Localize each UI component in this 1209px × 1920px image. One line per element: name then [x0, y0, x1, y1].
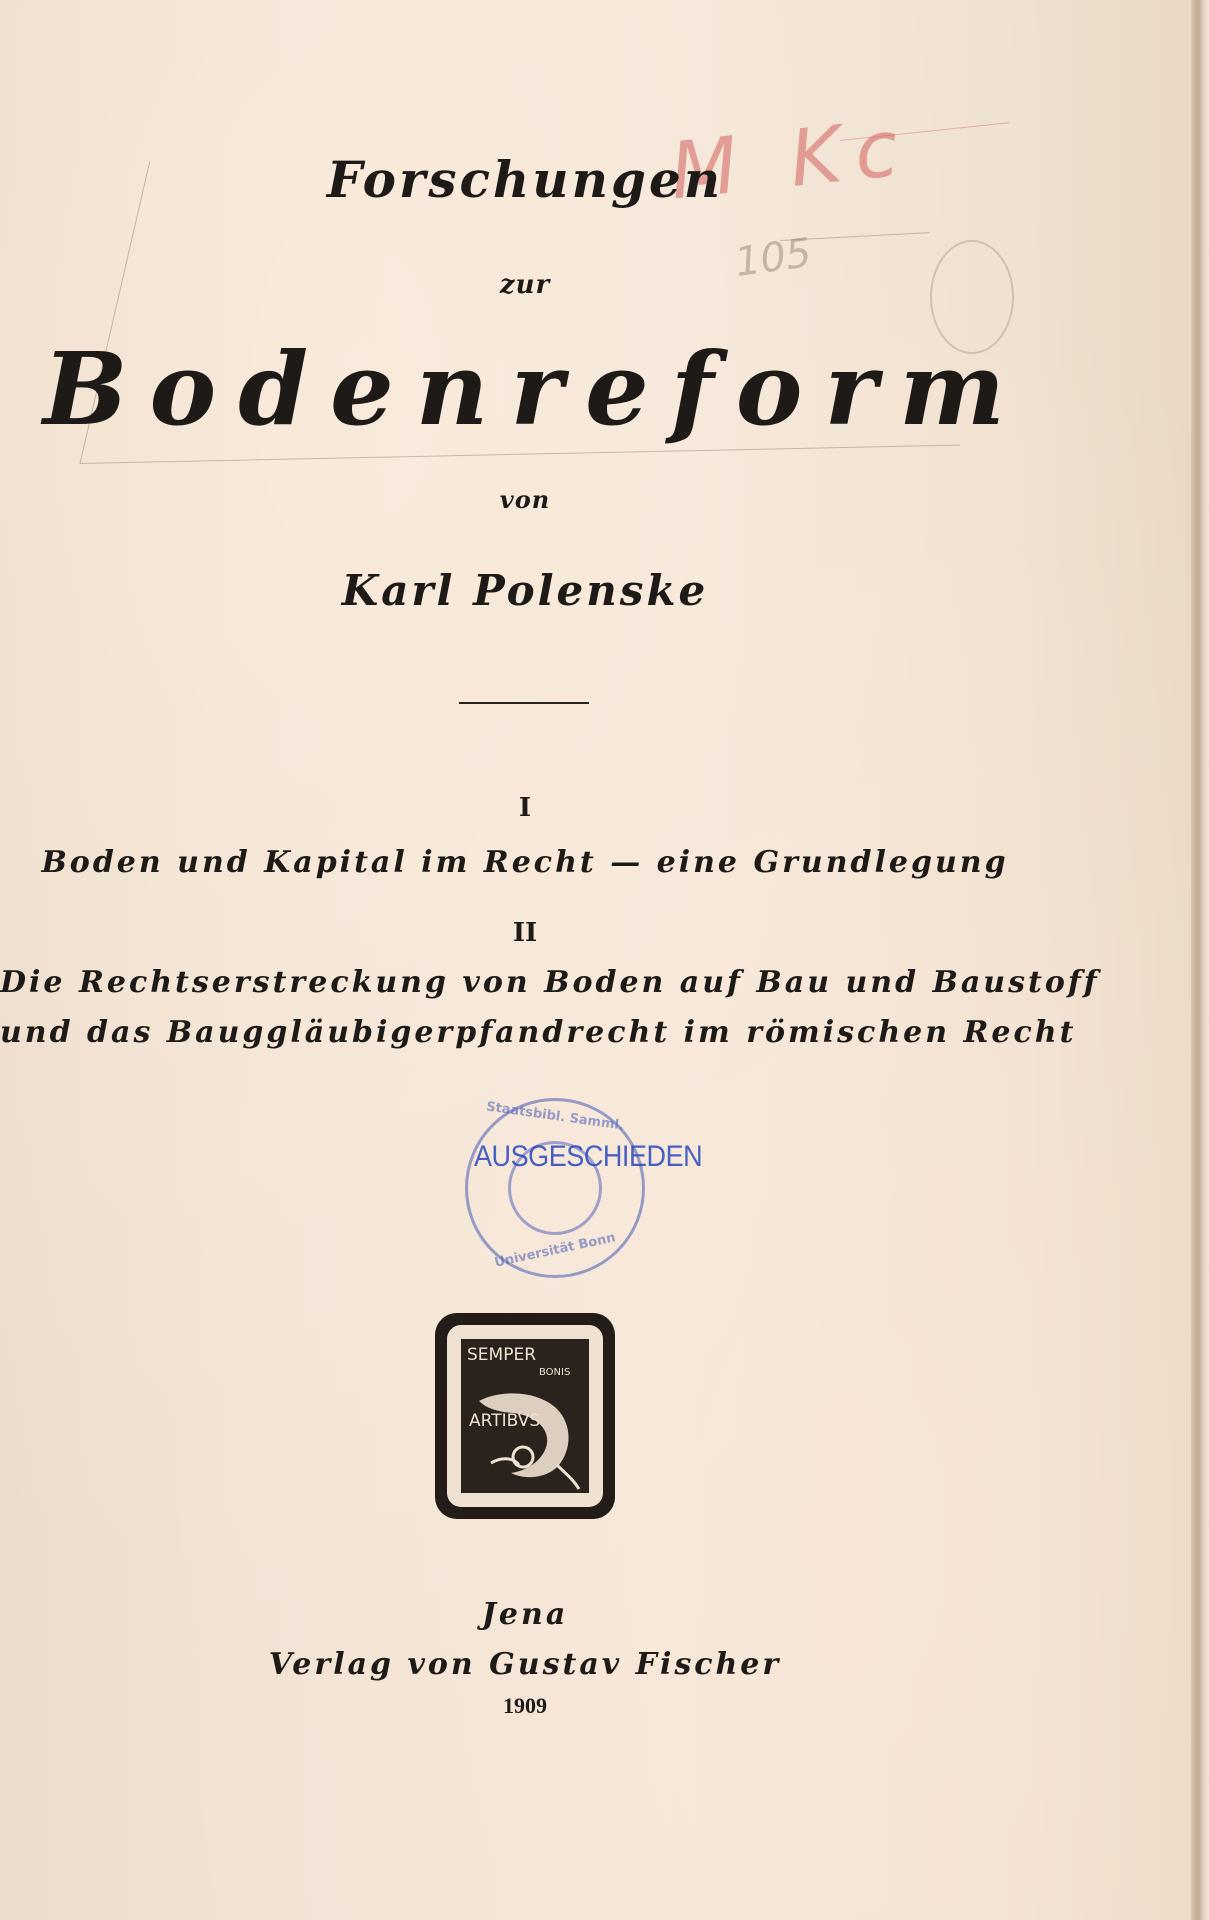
logo-word: SEMPER [467, 1345, 537, 1365]
main-title: Bodenreform [43, 330, 1027, 448]
stamp-top-text: Staatsbibl. Samml. [485, 1099, 625, 1134]
by-word: von [499, 485, 551, 514]
series-title: Forschungen [326, 150, 724, 209]
shelf-number-annotation: 105 [732, 229, 815, 287]
part-title-line: Die Rechtserstreckung von Boden auf Bau und Baustoff [0, 965, 1100, 1000]
series-conjunction: zur [499, 270, 551, 300]
imprint-year: 1909 [503, 1693, 547, 1718]
imprint-publisher: Verlag von Gustav Fischer [268, 1647, 782, 1682]
imprint-place: Jena [481, 1597, 569, 1632]
divider-rule [459, 702, 589, 704]
library-stamp [465, 1098, 645, 1278]
part-title: Boden und Kapital im Recht — eine Grundlegung [41, 845, 1009, 880]
logo-word: BONIS [539, 1367, 571, 1378]
logo-frame [447, 1325, 603, 1507]
page-edge [1191, 0, 1209, 1920]
stamp-bottom-text: Universität Bonn [493, 1230, 617, 1271]
part-number: I [518, 793, 532, 823]
printer-device-logo [435, 1313, 615, 1519]
discard-stamp: AUSGESCHIEDEN [474, 1140, 703, 1173]
author-name: Karl Polenske [341, 566, 709, 615]
logo-word: ARTIBVS [469, 1411, 541, 1431]
shelf-mark-annotation: M Kc [665, 102, 917, 218]
part-title-line: und das Bauggläubigerpfandrecht im römischen Recht [0, 1015, 1077, 1050]
part-number: II [512, 918, 538, 948]
